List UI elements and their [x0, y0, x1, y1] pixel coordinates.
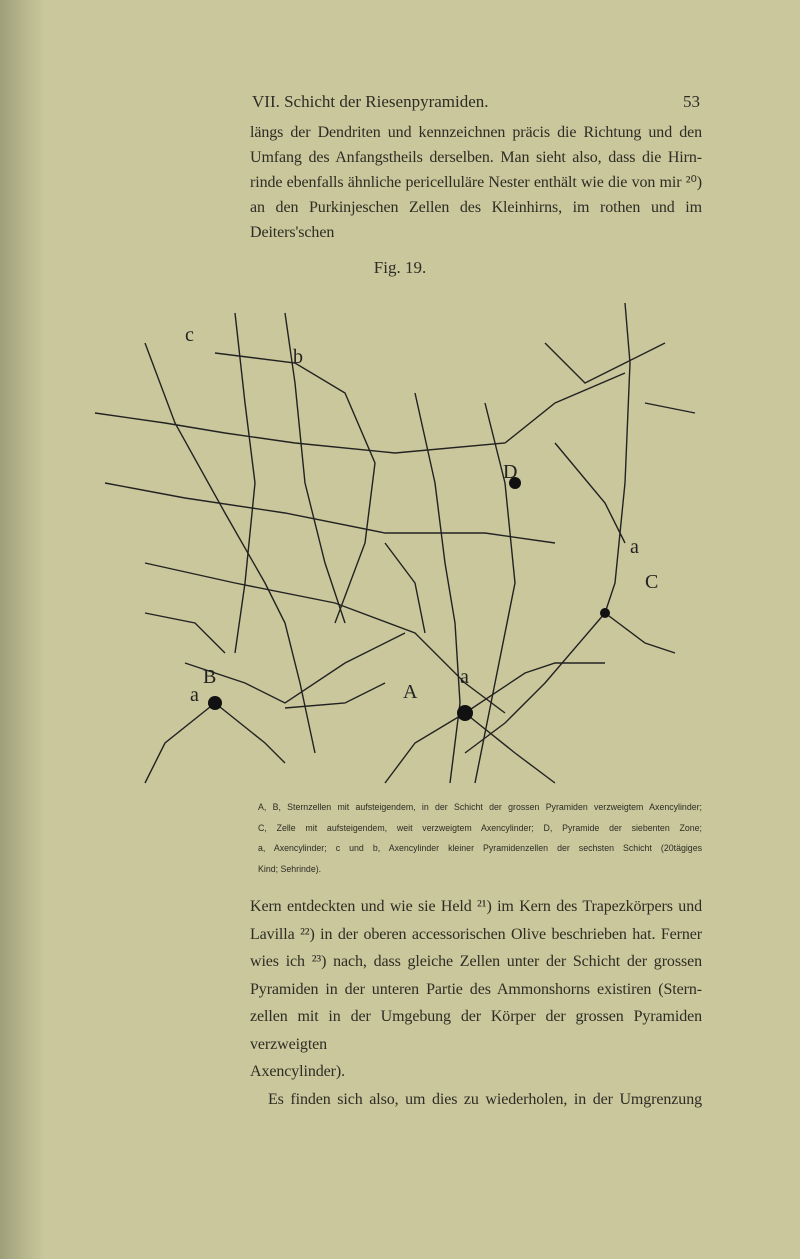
- figure-caption: [258, 797, 702, 879]
- text-line: Es finden sich also, um dies zu wiederholen, in der Umgrenzung: [268, 1090, 702, 1108]
- paragraph-2: [250, 893, 702, 1113]
- text-line: rinde ebenfalls ähnliche pericelluläre Nester enthält wie die von mir ²⁰): [250, 174, 702, 191]
- label-D: D: [503, 461, 518, 483]
- label-c: c: [185, 324, 194, 346]
- paragraph-1: [250, 120, 702, 245]
- cell-body-c: [600, 608, 610, 618]
- label-a: a: [630, 536, 639, 558]
- dendrite-lines: [95, 303, 695, 783]
- text-line: Umfang des Anfangstheils derselben. Man sieht also, dass die Hirn-: [250, 149, 702, 166]
- text-line: längs der Dendriten und kennzeichnen präcis die Richtung und den: [250, 124, 702, 141]
- figure-title: Fig. 19.: [373, 258, 427, 277]
- page-number: 53: [683, 92, 700, 111]
- caption-line: C, Zelle mit aufsteigendem, weit verzweigtem Axencylinder; D, Pyramide der siebenten Zone;: [258, 822, 702, 833]
- running-title: VII. Schicht der Riesenpyramiden.: [252, 92, 489, 111]
- text-line: zellen mit in der Umgebung der Körper der grossen Pyramiden verzweigten: [250, 1008, 702, 1053]
- cell-body-b: [208, 696, 222, 710]
- label-a: a: [190, 684, 199, 706]
- text-line: Lavilla ²²) in der oberen accessorischen Olive beschrieben hat. Ferner: [250, 925, 702, 943]
- label-A: A: [403, 681, 418, 703]
- caption-line: Kind; Sehrinde).: [258, 863, 322, 874]
- text-line: Kern entdeckten und wie sie Held ²¹) im Kern des Trapezkörpers und: [250, 898, 702, 915]
- text-line: an den Purkinjeschen Zellen des Kleinhirns, im rothen und im Deiters'schen: [250, 199, 702, 241]
- neuron-illustration: [85, 283, 705, 793]
- caption-line: a, Axencylinder; c und b, Axencylinder kleiner Pyramidenzellen der sechsten Schicht (20tägiges: [258, 843, 702, 853]
- label-C: C: [645, 571, 659, 593]
- text-line: Axencylinder).: [250, 1063, 346, 1080]
- caption-line: A, B, Sternzellen mit aufsteigendem, in der Schicht der grossen Pyramiden verzweigtem Axencylinder;: [258, 802, 702, 812]
- running-header: [252, 92, 700, 112]
- label-b: b: [293, 346, 303, 368]
- cell-body-a: [457, 705, 473, 721]
- book-binding-shadow: [0, 0, 45, 1259]
- label-B: B: [203, 666, 217, 688]
- text-line: Pyramiden in der unteren Partie des Ammonshorns existiren (Stern-: [250, 980, 702, 998]
- text-line: wies ich ²³) nach, dass gleiche Zellen unter der Schicht der grossen: [250, 953, 702, 970]
- label-a: a: [460, 666, 469, 688]
